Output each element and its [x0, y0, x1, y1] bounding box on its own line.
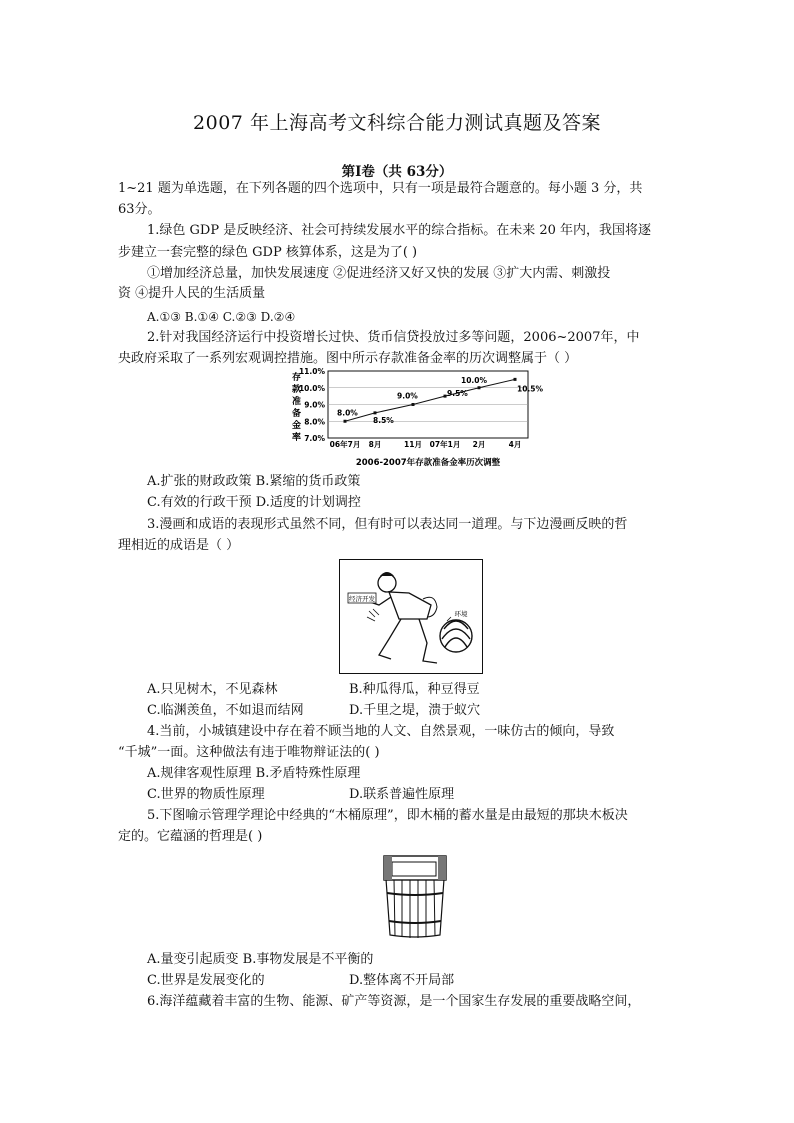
chart-point [374, 411, 377, 414]
q1-stem-1: 1.绿色 GDP 是反映经济、社会可持续发展水平的综合指标。在未来 20 年内，我国将逐 [147, 223, 652, 238]
chart-xtick-label: 8月 [368, 440, 382, 449]
q3-option-a: A.只见树木，不见森林 [147, 682, 278, 697]
q1-options: A.①③ B.①④ C.②③ D.②④ [147, 310, 296, 324]
chart-data-label: 8.0% [337, 408, 358, 418]
q4-option-c: C.世界的物质性原理 [147, 787, 265, 802]
chart-xtick-label: 11月 [404, 440, 422, 449]
chart-ylabel-2: 款 [292, 385, 302, 395]
cartoon-image [339, 559, 483, 674]
chart-data-label: 10.0% [461, 375, 488, 385]
chart-ytick-label: 8.0% [304, 417, 325, 427]
q4-stem-2: “千城”一面。这种做法有违于唯物辩证法的( ) [118, 745, 380, 760]
q2-option-line-1: A.扩张的财政政策 B.紧缩的货币政策 [147, 474, 361, 489]
chart-ylabel-1: 存 [292, 373, 302, 383]
cartoon-label-left: 经济开发 [349, 595, 375, 603]
page-title: 2007 年上海高考文科综合能力测试真题及答案 [193, 112, 601, 134]
q5-option-c: C.世界是发展变化的 [147, 973, 265, 988]
wooden-bucket-image [380, 853, 450, 939]
q5-option-d: D.整体离不开局部 [349, 973, 455, 988]
chart-data-label: 8.5% [373, 415, 394, 425]
reserve-ratio-chart [283, 366, 544, 470]
q6-stem-1: 6.海洋蕴藏着丰富的生物、能源、矿产等资源，是一个国家生存发展的重要战略空间， [147, 994, 641, 1009]
q2-stem-1: 2.针对我国经济运行中投资增长过快、货币信贷投放过多等问题，2006~2007年，中 [147, 330, 640, 345]
q3-option-b: B.种瓜得瓜，种豆得豆 [349, 682, 480, 697]
q3-stem-1: 3.漫画和成语的表现形式虽然不同，但有时可以表达同一道理。与下边漫画反映的哲 [147, 517, 628, 532]
section-header: 第Ⅰ卷（共 63分） [341, 164, 453, 180]
chart-ylabel-4: 备 [292, 409, 302, 419]
chart-series-line [345, 379, 515, 421]
chart-data-label: 10.5% [517, 384, 544, 394]
chart-xtick-label: 06年7月 [329, 440, 361, 449]
chart-point [412, 403, 415, 406]
chart-ytick-label: 9.0% [304, 400, 325, 410]
chart-xtick-label: 07年1月 [429, 440, 461, 449]
instructions-line-1: 1~21 题为单选题，在下列各题的四个选项中，只有一项是最符合题意的。每小题 3 分，共 [118, 181, 643, 196]
q1-items-1: ①增加经济总量，加快发展速度 ②促进经济又好又快的发展 ③扩大内需、刺激投 [147, 266, 611, 281]
q5-stem-1: 5.下图喻示管理学理论中经典的“木桶原理”，即木桶的蓄水量是由最短的那块木板决 [147, 808, 628, 823]
chart-xtick-label: 4月 [508, 440, 522, 449]
chart-point [514, 378, 517, 381]
q3-option-c: C.临渊羡鱼，不如退而结网 [147, 703, 304, 718]
chart-xtick-label: 2月 [472, 440, 486, 449]
chart-ylabel-5: 金 [292, 421, 302, 431]
q3-stem-2: 理相近的成语是（ ） [118, 538, 240, 553]
q4-stem-1: 4.当前，小城镇建设中存在着不顾当地的人文、自然景观，一味仿古的倾向，导致 [147, 724, 615, 739]
q1-stem-2: 步建立一套完整的绿色 GDP 核算体系，这是为了( ) [118, 245, 418, 260]
chart-ylabel-6: 率 [292, 433, 302, 443]
q2-option-line-2: C.有效的行政干预 D.适度的计划调控 [147, 495, 361, 510]
q1-items-2: 资 ④提升人民的生活质量 [118, 286, 266, 301]
q4-option-d: D.联系普遍性原理 [349, 787, 455, 802]
chart-ylabel-3: 准 [292, 397, 302, 407]
chart-ytick-label: 10.0% [298, 383, 325, 393]
cartoon-label-right: 环境 [454, 610, 468, 618]
chart-ytick-label: 7.0% [304, 434, 325, 443]
q3-option-d: D.千里之堤，溃于蚁穴 [349, 703, 481, 718]
chart-data-label: 9.5% [447, 389, 468, 399]
chart-ytick-label: 11.0% [298, 367, 325, 376]
chart-data-label: 9.0% [397, 391, 418, 401]
chart-title: 2006-2007年存款准备金率历次调整 [355, 458, 501, 468]
q4-option-line-1: A.规律客观性原理 B.矛盾特殊性原理 [147, 766, 361, 781]
chart-point [344, 420, 347, 423]
q5-stem-2: 定的。它蕴涵的哲理是( ) [118, 829, 263, 844]
chart-point [478, 386, 481, 389]
q5-option-line-1: A.量变引起质变 B.事物发展是不平衡的 [147, 952, 374, 967]
instructions-line-2: 63分。 [118, 202, 161, 217]
q2-stem-2: 央政府采取了一系列宏观调控措施。图中所示存款准备金率的历次调整属于（ ） [118, 351, 578, 366]
